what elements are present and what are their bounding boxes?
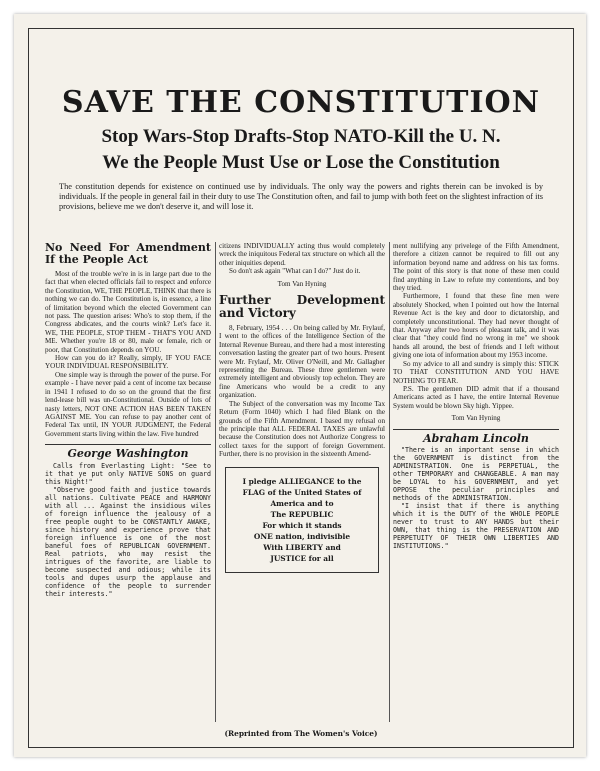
section-heading: No Need For Amendment If the People Act (45, 241, 211, 266)
pledge-line: FLAG of the United States of (242, 487, 362, 497)
quote-text: "Observe good faith and justice towards all nations. Cultivate PEACE and HARMONY with all ... Against the insidious wiles of foreign influence the jealousy of a free people ought to be CONSTANTLY AWAKE, since history and experience prove that foreign influence is one of the most baneful foes of REPUBLICAN GOVERNMENT. Real patriots, who may resist the intrigues of the favorite, are liable to become suspected and odious; while its tools and dupes usurp the applause and confidence of the people to surrender their interests." (45, 485, 211, 598)
page-border (28, 28, 574, 748)
pledge-line: America and to (270, 498, 334, 508)
paragraph: Furthermore, I found that these fine men were absolutely Shocked, when I pointed out how the Internal Revenue Act is the key and door to dictatorship, and completely unconstitutional. They had never thought of that. Anyway after two hours of pleasant talk, and it was clear that "they could find no wrong in me" we shook hands all around, the best of friends and I left without giving one iota of information about my 1953 income. (393, 292, 559, 360)
quote-text: Calls from Everlasting Light: "See to it that ye put only NATIVE SONS on guard this Night!" (45, 461, 211, 486)
subtitle: Stop Wars-Stop Drafts-Stop NATO-Kill the U. N. (101, 126, 501, 147)
broadside-page (14, 14, 586, 757)
article-columns (45, 242, 559, 742)
pledge-line: JUSTICE for all (270, 553, 334, 563)
pledge-line: I pledge ALLIEGANCE to the (242, 476, 362, 486)
pledge-line: The REPUBLIC (270, 509, 334, 519)
column-divider (389, 242, 390, 722)
intro-paragraph: The constitution depends for existence on continued use by individuals. The only way the powers and rights therein can be invoked is by individuals. If the people in general fail in their duty to use The Constitution often, and fail to jump with both feet on the slightest infraction of its provisions, believe me we don't deserve it, and will lose it. (59, 182, 543, 211)
pledge-line: For which it stands (262, 520, 342, 530)
reprint-note: (Reprinted from The Women's Voice) (224, 729, 378, 738)
column-1 (45, 242, 211, 598)
quote-attribution: George Washington (45, 444, 211, 458)
paragraph: 8, February, 1954 . . . On being called by Mr. Frylauf, I went to the offices of the Intelligence Section of the Internal Revenue Bureau, and there had a most interesting conversation lasting the greater part of two hours. Present were Mr. Frylauf, Mr. Oliver O'Neill, and Mr. Gallagher representing the Bureau. These three gentlemen were extremely intelligent and obviously top echelon. They are fine Americans who would be a credit to any organization. (219, 324, 385, 400)
column-3 (393, 242, 559, 550)
section-heading: Further Development and Victory (219, 293, 385, 321)
column-divider (215, 242, 216, 722)
paragraph: Most of the trouble we're in is in large part due to the fact that when elected officials fail to respect and enforce the Constitution, WE, THE PEOPLE, THINK that there is nothing we can do. The Constitution is, in essence, a line of limitation beyond which the elected Government can not pass. The question arises: Who's to stop them, if the Congress abdicates, and the courts wink? Let's face it. WE, THE PEOPLE, STOP THEM - THAT'S YOU AND ME. Whether you're 18 or 80, male or female, rich or poor, that Constitution depends on YOU. (45, 270, 211, 354)
paragraph: citizens INDIVIDUALLY acting thus would completely wreck the iniquitous Federal tax structure on which all the other iniquities depend. (219, 242, 385, 267)
pledge-line: With LIBERTY and (263, 542, 341, 552)
quote-text: "There is an important sense in which the GOVERNMENT is distinct from the ADMINISTRATION. One is PERPETUAL, the other TEMPORARY and CHANGEABLE. A man may be LOYAL to his GOVERNMENT, and yet OPPOSE the peculiar principles and methods of the ADMINISTRATION. (393, 445, 559, 502)
quote-block (45, 462, 211, 598)
paragraph: So my advice to all and sundry is simply this: STICK TO THAT CONSTITUTION AND YOU HAVE NOTHING TO FEAR. (393, 359, 559, 385)
pledge-line: ONE nation, indivisible (253, 531, 351, 541)
paragraph: P.S. The gentlemen DID admit that if a thousand Americans acted as I have, the entire Internal Revenue System would be blown Sky high. Yippee. (393, 384, 559, 410)
quote-block (393, 446, 559, 550)
signature: Tom Van Hyning (451, 414, 501, 423)
tagline: We the People Must Use or Lose the Constitution (102, 152, 500, 173)
quote-attribution: Abraham Lincoln (393, 429, 559, 443)
pledge-box (225, 467, 379, 573)
column-2 (219, 242, 385, 573)
quote-text: "I insist that if there is anything which it is the DUTY of the WHOLE PEOPLE never to trust to ANY HANDS but their OWN, that thing is the PRESERVATION AND PERPETUITY OF THEIR OWN LIBERTIES AND INSTITUTIONS." (393, 501, 559, 550)
header (29, 85, 573, 174)
paragraph: One simple way is through the power of the purse. For example - I have never paid a cent of income tax because in 1941 I refused to do so on the ground that the first lend-lease bill was un-Constitutional. Outside of lots of nasty letters, NOT ONE ACTION HAS BEEN TAKEN AGAINST ME. You can refuse to pay another cent of Federal Tax until, IN YOUR JUDGMENT, the Federal Government starts living within the law. Five hundred (45, 370, 211, 438)
page-title: SAVE THE CONSTITUTION (61, 85, 541, 120)
paragraph: So don't ask again "What can I do?" Just do it. (229, 267, 361, 276)
signature: Tom Van Hyning (277, 279, 327, 288)
paragraph: ment nullifying any privelege of the Fifth Amendment, therefore a citizen cannot be required to fill out any information beyond name and address on his tax forms. The point of this story is that none of these men could find anything in Law to refute my contentions, and boy they tried. (393, 242, 559, 293)
paragraph: The Subject of the conversation was my Income Tax Return (Form 1040) which I had filed Blank on the grounds of the Fifth Amendment. I based my refusal on the principle that ALL FEDERAL TAXES are unlawful because the Constitution does not Authorize Congress to collect taxes for the support of foreign Government. Further, there is no provision in the sixteenth Amend- (219, 399, 385, 459)
paragraph: How can you do it? Really, simply, IF YOU FACE YOUR INDIVIDUAL RESPONSIBILITY. (45, 354, 211, 371)
